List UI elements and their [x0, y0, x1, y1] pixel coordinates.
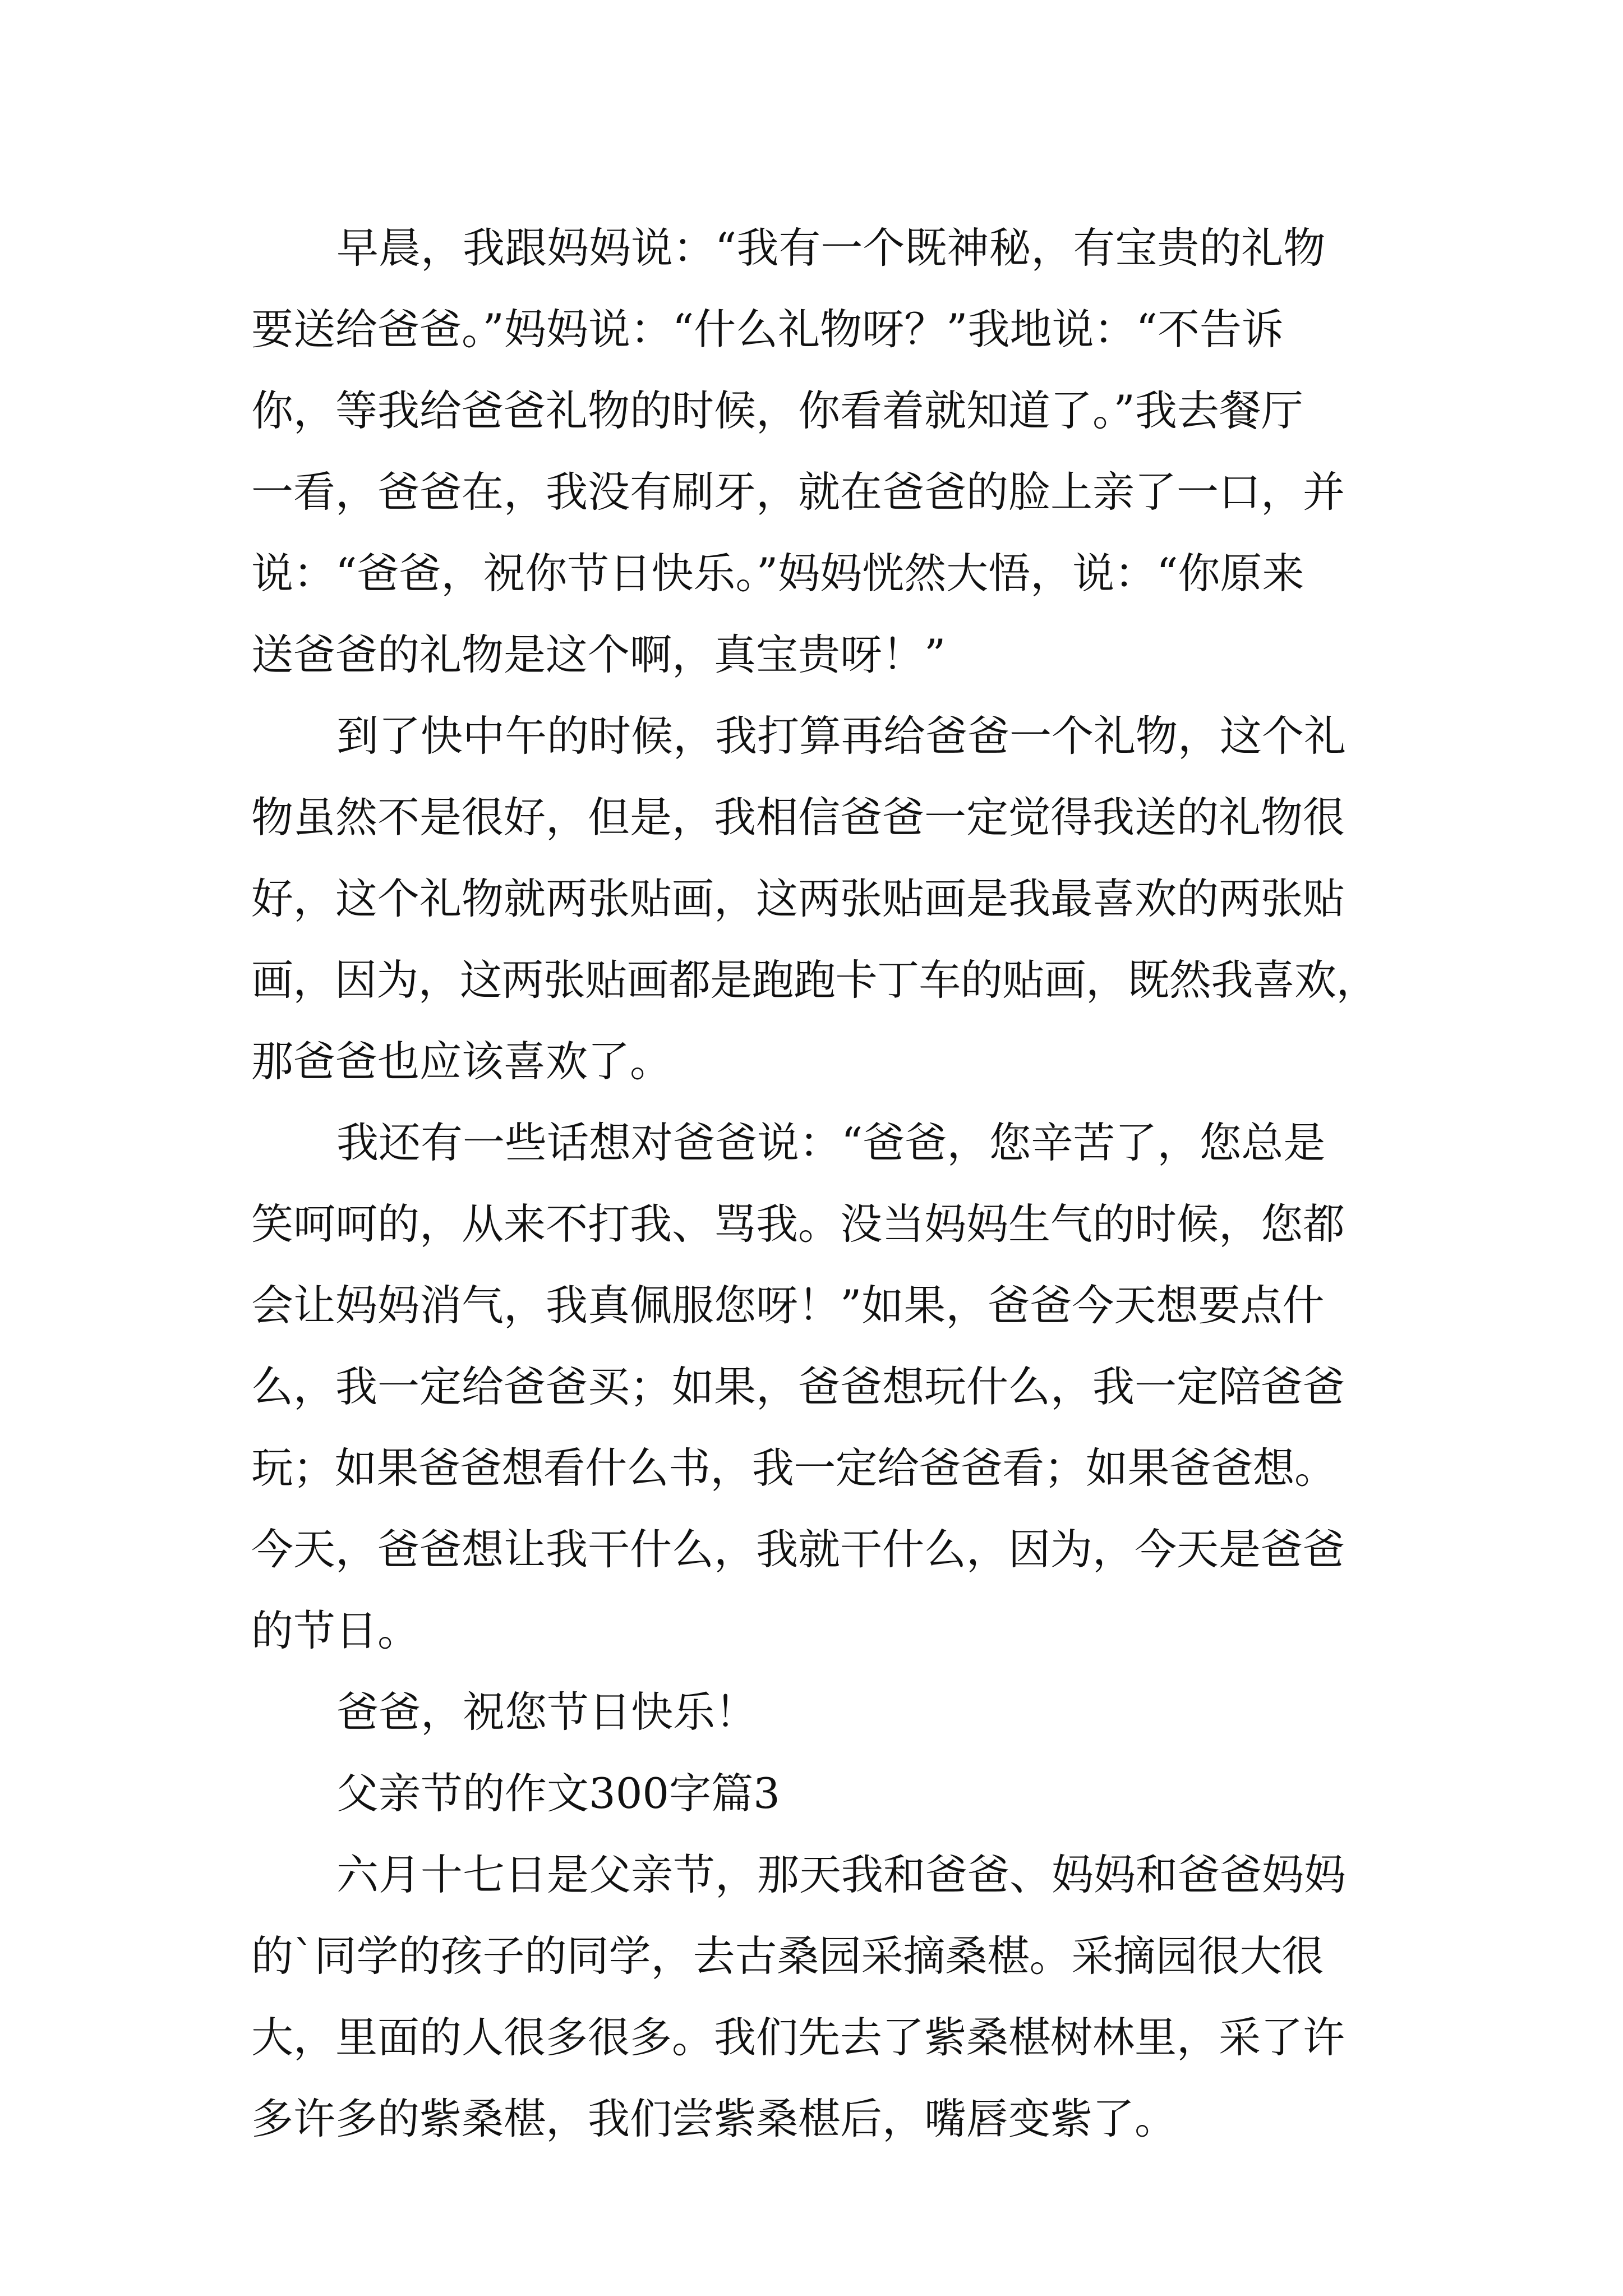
- text-line: 你，等我给爸爸礼物的时候，你看着就知道了。”我去餐厅: [251, 386, 1303, 435]
- text-line: 么，我一定给爸爸买；如果，爸爸想玩什么，我一定陪爸爸: [251, 1362, 1345, 1411]
- text-line: 的节日。: [251, 1606, 420, 1655]
- text-line: 到了快中午的时候，我打算再给爸爸一个礼物，这个礼: [336, 711, 1347, 761]
- text-line: 物虽然不是很好，但是，我相信爸爸一定觉得我送的礼物很: [251, 793, 1345, 842]
- text-line: 早晨，我跟妈妈说：“我有一个既神秘，有宝贵的礼物: [336, 223, 1326, 273]
- section-heading: 父亲节的作文300字篇3: [336, 1769, 780, 1818]
- text-line: 爸爸，祝您节日快乐！: [336, 1687, 758, 1737]
- text-line: 今天，爸爸想让我干什么，我就干什么，因为，今天是爸爸: [251, 1525, 1345, 1574]
- text-line: 一看，爸爸在，我没有刷牙，就在爸爸的脸上亲了一口，并: [251, 467, 1345, 517]
- text-line: 六月十七日是父亲节，那天我和爸爸、妈妈和爸爸妈妈: [336, 1850, 1347, 1899]
- text-line: 要送给爸爸。”妈妈说：“什么礼物呀？”我地说：“不告诉: [251, 305, 1284, 354]
- text-line: 会让妈妈消气，我真佩服您呀！”如果，爸爸今天想要点什: [251, 1281, 1325, 1330]
- text-line: 好，这个礼物就两张贴画，这两张贴画是我最喜欢的两张贴: [251, 874, 1345, 923]
- text-line: 画，因为，这两张贴画都是跑跑卡丁车的贴画，既然我喜欢，: [251, 955, 1378, 1005]
- text-line: 说：“爸爸，祝你节日快乐。”妈妈恍然大悟，说：“你原来: [251, 549, 1304, 598]
- text-line: 大，里面的人很多很多。我们先去了紫桑椹树林里，采了许: [251, 2013, 1345, 2062]
- text-line: 玩；如果爸爸想看什么书，我一定给爸爸看；如果爸爸想。: [251, 1443, 1336, 1493]
- text-line: 送爸爸的礼物是这个啊，真宝贵呀！”: [251, 630, 946, 679]
- text-line: 我还有一些话想对爸爸说：“爸爸，您辛苦了，您总是: [336, 1118, 1326, 1167]
- text-line: 的`同学的孩子的同学，去古桑园采摘桑椹。采摘园很大很: [251, 1931, 1324, 1981]
- text-line: 笑呵呵的，从来不打我、骂我。没当妈妈生气的时候，您都: [251, 1199, 1345, 1249]
- essay-body: [251, 208, 1412, 2160]
- text-line: 那爸爸也应该喜欢了。: [251, 1037, 672, 1086]
- text-line: 多许多的紫桑椹，我们尝紫桑椹后，嘴唇变紫了。: [251, 2094, 1177, 2143]
